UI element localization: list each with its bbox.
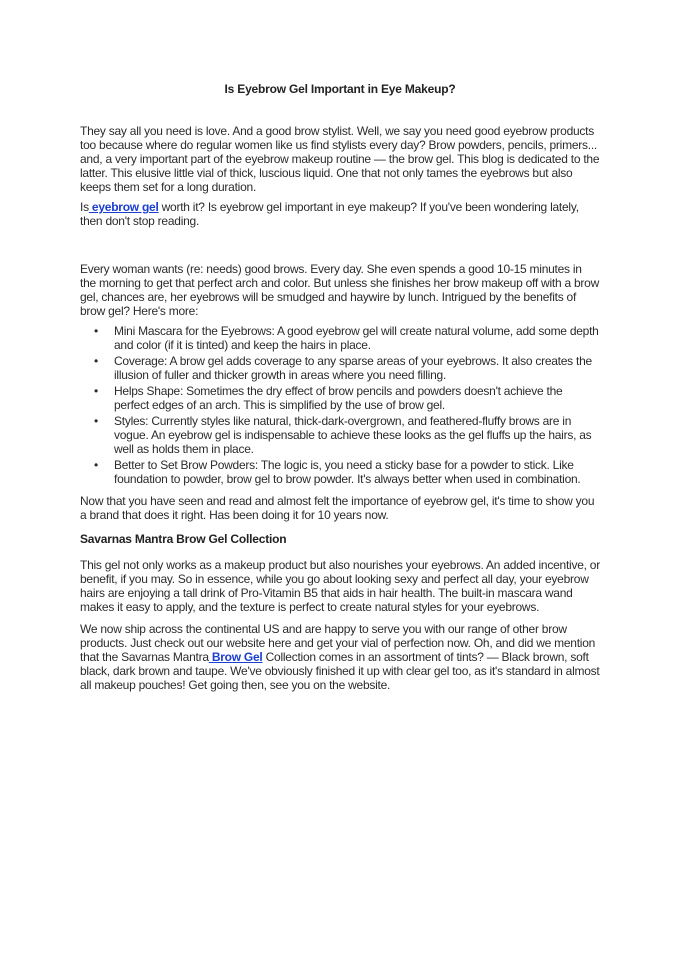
bullet-icon: • bbox=[94, 354, 98, 368]
shipping-paragraph bbox=[80, 622, 600, 692]
benefit-text: Helps Shape: Sometimes the dry effect of brow pencils and powders doesn't achieve the perfect edges of an arch. This is simplified by the use of brow gel. bbox=[114, 384, 563, 412]
list-item bbox=[80, 458, 600, 486]
list-item bbox=[80, 384, 600, 412]
article-body bbox=[80, 82, 600, 692]
list-item bbox=[80, 324, 600, 352]
benefits-list bbox=[80, 324, 600, 486]
article-title: Is Eyebrow Gel Important in Eye Makeup? bbox=[224, 82, 456, 96]
benefit-text: Coverage: A brow gel adds coverage to any sparse areas of your eyebrows. It also creates the illusion of fuller and thicker growth in areas where you need filling. bbox=[114, 354, 592, 382]
eyebrow-gel-link[interactable]: eyebrow gel bbox=[88, 200, 159, 214]
collection-heading: Savarnas Mantra Brow Gel Collection bbox=[80, 532, 287, 546]
now-that-paragraph: Now that you have seen and read and almost felt the importance of eyebrow gel, it's time to show you a brand that does it right. Has been doing it for 10 years now. bbox=[80, 494, 595, 522]
intro-paragraph: They say all you need is love. And a good brow stylist. Well, we say you need good eyebrow products too because where do regular women like us find stylists every day? Brow powders, pencils, primers... and, a very important part of the eyebrow makeup routine — the brow gel. This blog is dedicated to the latter. This elusive little vial of thick, luscious liquid. One that not only tames the eyebrows but also keeps them set for a long duration. bbox=[80, 124, 600, 194]
question-suffix: worth it? Is eyebrow gel important in eye makeup? If you've been wondering lately, then don't stop reading. bbox=[80, 200, 579, 228]
shipping-prefix: We now ship across the continental US and are happy to serve you with our range of other brow products. Just check out our website here and get your vial of perfection now. Oh, and did we mention that the Savarnas Mantra bbox=[80, 622, 596, 664]
list-item bbox=[80, 354, 600, 382]
question-paragraph bbox=[80, 200, 600, 228]
list-item bbox=[80, 414, 600, 456]
shipping-suffix: Collection comes in an assortment of tints? — Black brown, soft black, dark brown and taupe. We've obviously finished it up with clear gel too, as it's standard in almost all makeup pouches! Get going then, see you on the website. bbox=[80, 650, 600, 692]
bullet-icon: • bbox=[94, 414, 98, 428]
benefit-text: Mini Mascara for the Eyebrows: A good eyebrow gel will create natural volume, add some depth and color (if it is tinted) and keep the hairs in place. bbox=[114, 324, 599, 352]
question-prefix: Is bbox=[80, 200, 89, 214]
collection-paragraph: This gel not only works as a makeup product but also nourishes your eyebrows. An added incentive, or benefit, if you may. So in essence, while you go about looking sexy and perfect all day, your eyebrow hairs are enjoying a tall drink of Pro-Vitamin B5 that aids in hair health. The built-in mascara wand makes it easy to apply, and the texture is perfect to create natural styles for your eyebrows. bbox=[80, 558, 600, 614]
benefit-text: Better to Set Brow Powders: The logic is, you need a sticky base for a powder to stick. Like foundation to powder, brow gel to brow powder. It's always better when used in combination. bbox=[114, 458, 581, 486]
bullet-icon: • bbox=[94, 324, 98, 338]
benefit-text: Styles: Currently styles like natural, thick-dark-overgrown, and feathered-fluffy brows are in vogue. An eyebrow gel is indispensable to achieve these looks as the gel fluffs up the hairs, as well as holds them in place. bbox=[114, 414, 592, 456]
brow-gel-link[interactable]: Brow Gel bbox=[208, 650, 263, 664]
bullet-icon: • bbox=[94, 384, 98, 398]
bullet-icon: • bbox=[94, 458, 98, 472]
every-woman-paragraph: Every woman wants (re: needs) good brows. Every day. She even spends a good 10-15 minutes in the morning to get that perfect arch and color. But unless she finishes her brow makeup off with a brow gel, chances are, her eyebrows will be smudged and haywire by lunch. Intrigued by the benefits of brow gel? Here's more: bbox=[80, 262, 599, 318]
